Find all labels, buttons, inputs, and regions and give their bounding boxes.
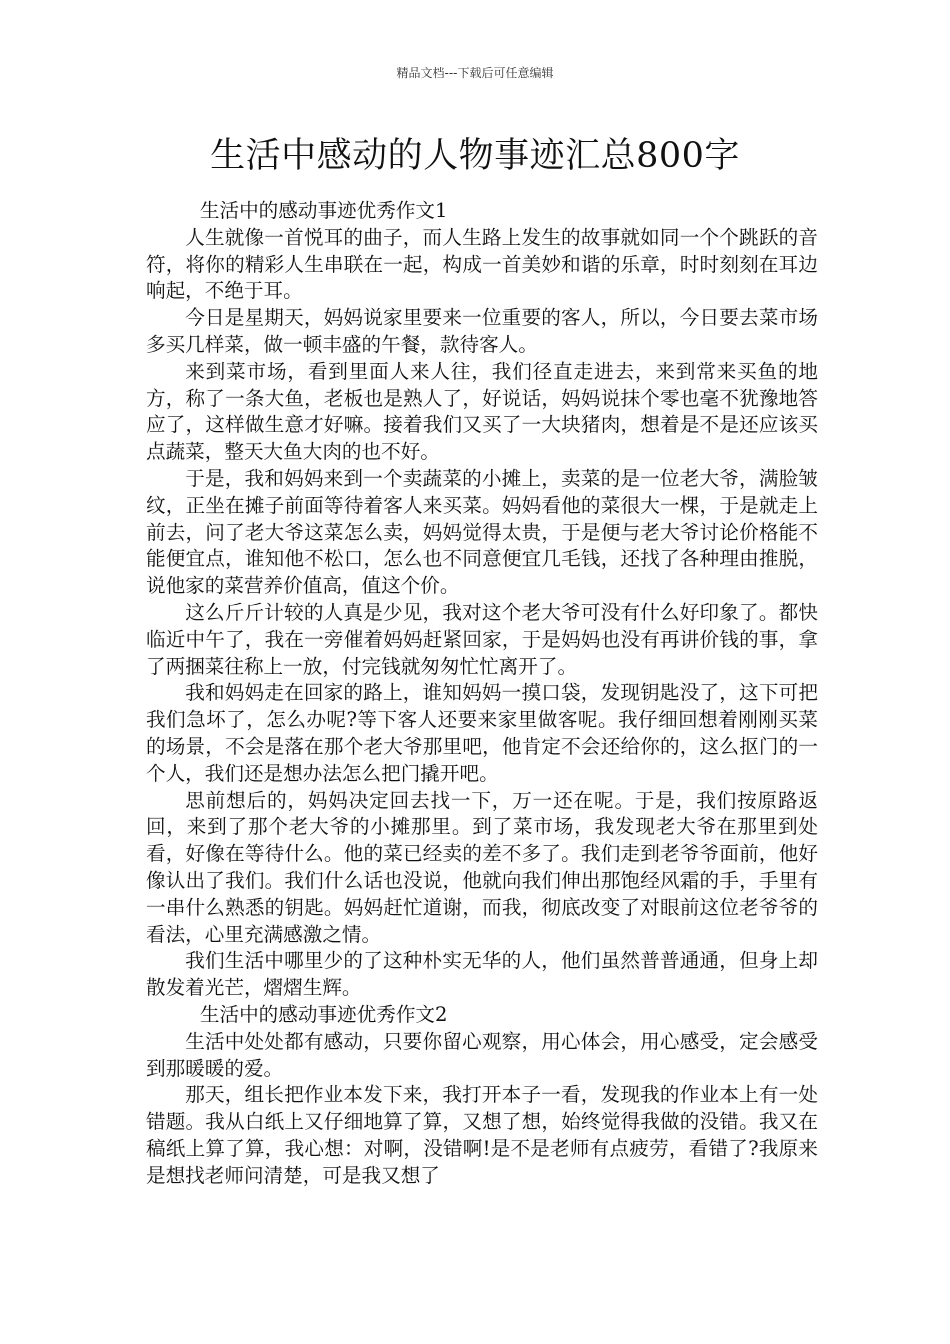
paragraph: 人生就像一首悦耳的曲子，而人生路上发生的故事就如同一个个跳跃的音符，将你的精彩人生串联在一起，构成一首美妙和谐的乐章，时时刻刻在耳边响起，不绝于耳。 xyxy=(146,225,818,303)
paragraph: 那天，组长把作业本发下来，我打开本子一看，发现我的作业本上有一处错题。我从白纸上又仔细地算了算，又想了想，始终觉得我做的没错。我又在稿纸上算了算，我心想：对啊，没错啊!是不是老师有点疲劳，看错了?我原来是想找老师问清楚，可是我又想了 xyxy=(146,1083,818,1187)
paragraph: 思前想后的，妈妈决定回去找一下，万一还在呢。于是，我们按原路返回，来到了那个老大爷的小摊那里。到了菜市场，我发现老大爷在那里到处看，好像在等待什么。他的菜已经卖的差不多了。我们走到老爷爷面前，他好像认出了我们。我们什么话也没说，他就向我们伸出那饱经风霜的手，手里有一串什么熟悉的钥匙。妈妈赶忙道谢，而我，彻底改变了对眼前这位老爷爷的看法，心里充满感激之情。 xyxy=(146,788,818,946)
paragraph: 我们生活中哪里少的了这种朴实无华的人，他们虽然普普通通，但身上却散发着光芒，熠熠生辉。 xyxy=(146,949,818,1000)
paragraph: 今日是星期天，妈妈说家里要来一位重要的客人，所以，今日要去菜市场多买几样菜，做一顿丰盛的午餐，款待客人。 xyxy=(146,306,818,356)
document-title: 生活中感动的人物事迹汇总800字 xyxy=(210,136,740,176)
paragraph: 来到菜市场，看到里面人来人往，我们径直走进去，来到常来买鱼的地方，称了一条大鱼，老板也是熟人了，好说话，妈妈说抹个零也毫不犹豫地答应了，这样做生意才好嘛。接着我们又买了一大块猪肉，想着是不是还应该买点蔬菜，整天大鱼大肉的也不好。 xyxy=(146,359,818,464)
paragraph: 我和妈妈走在回家的路上，谁知妈妈一摸口袋，发现钥匙没了，这下可把我们急坏了，怎么办呢?等下客人还要来家里做客呢。我仔细回想着刚刚买菜的场景，不会是落在那个老大爷那里吧，他肯定不会还给你的，这么抠门的一个人，我们还是想办法怎么把门撬开吧。 xyxy=(146,681,818,785)
paragraph: 生活中处处都有感动，只要你留心观察，用心体会，用心感受，定会感受到那暖暖的爱。 xyxy=(146,1029,818,1080)
section-heading: 生活中的感动事迹优秀作文2 xyxy=(199,1002,448,1026)
page-header: 精品文档---下载后可任意编辑 xyxy=(396,66,554,80)
paragraph: 于是，我和妈妈来到一个卖蔬菜的小摊上，卖菜的是一位老大爷，满脸皱纹，正坐在摊子前面等待着客人来买菜。妈妈看他的菜很大一棵，于是就走上前去，问了老大爷这菜怎么卖，妈妈觉得太贵，于是便与老大爷讨论价格能不能便宜点，谁知他不松口，怎么也不同意便宜几毛钱，还找了各种理由推脱，说他家的菜营养价值高，值这个价。 xyxy=(146,466,818,598)
document-body xyxy=(146,198,818,1189)
paragraph: 这么斤斤计较的人真是少见，我对这个老大爷可没有什么好印象了。都快临近中午了，我在一旁催着妈妈赶紧回家，于是妈妈也没有再讲价钱的事，拿了两捆菜往称上一放，付完钱就匆匆忙忙离开了。 xyxy=(146,600,818,678)
section-heading: 生活中的感动事迹优秀作文1 xyxy=(199,199,448,222)
